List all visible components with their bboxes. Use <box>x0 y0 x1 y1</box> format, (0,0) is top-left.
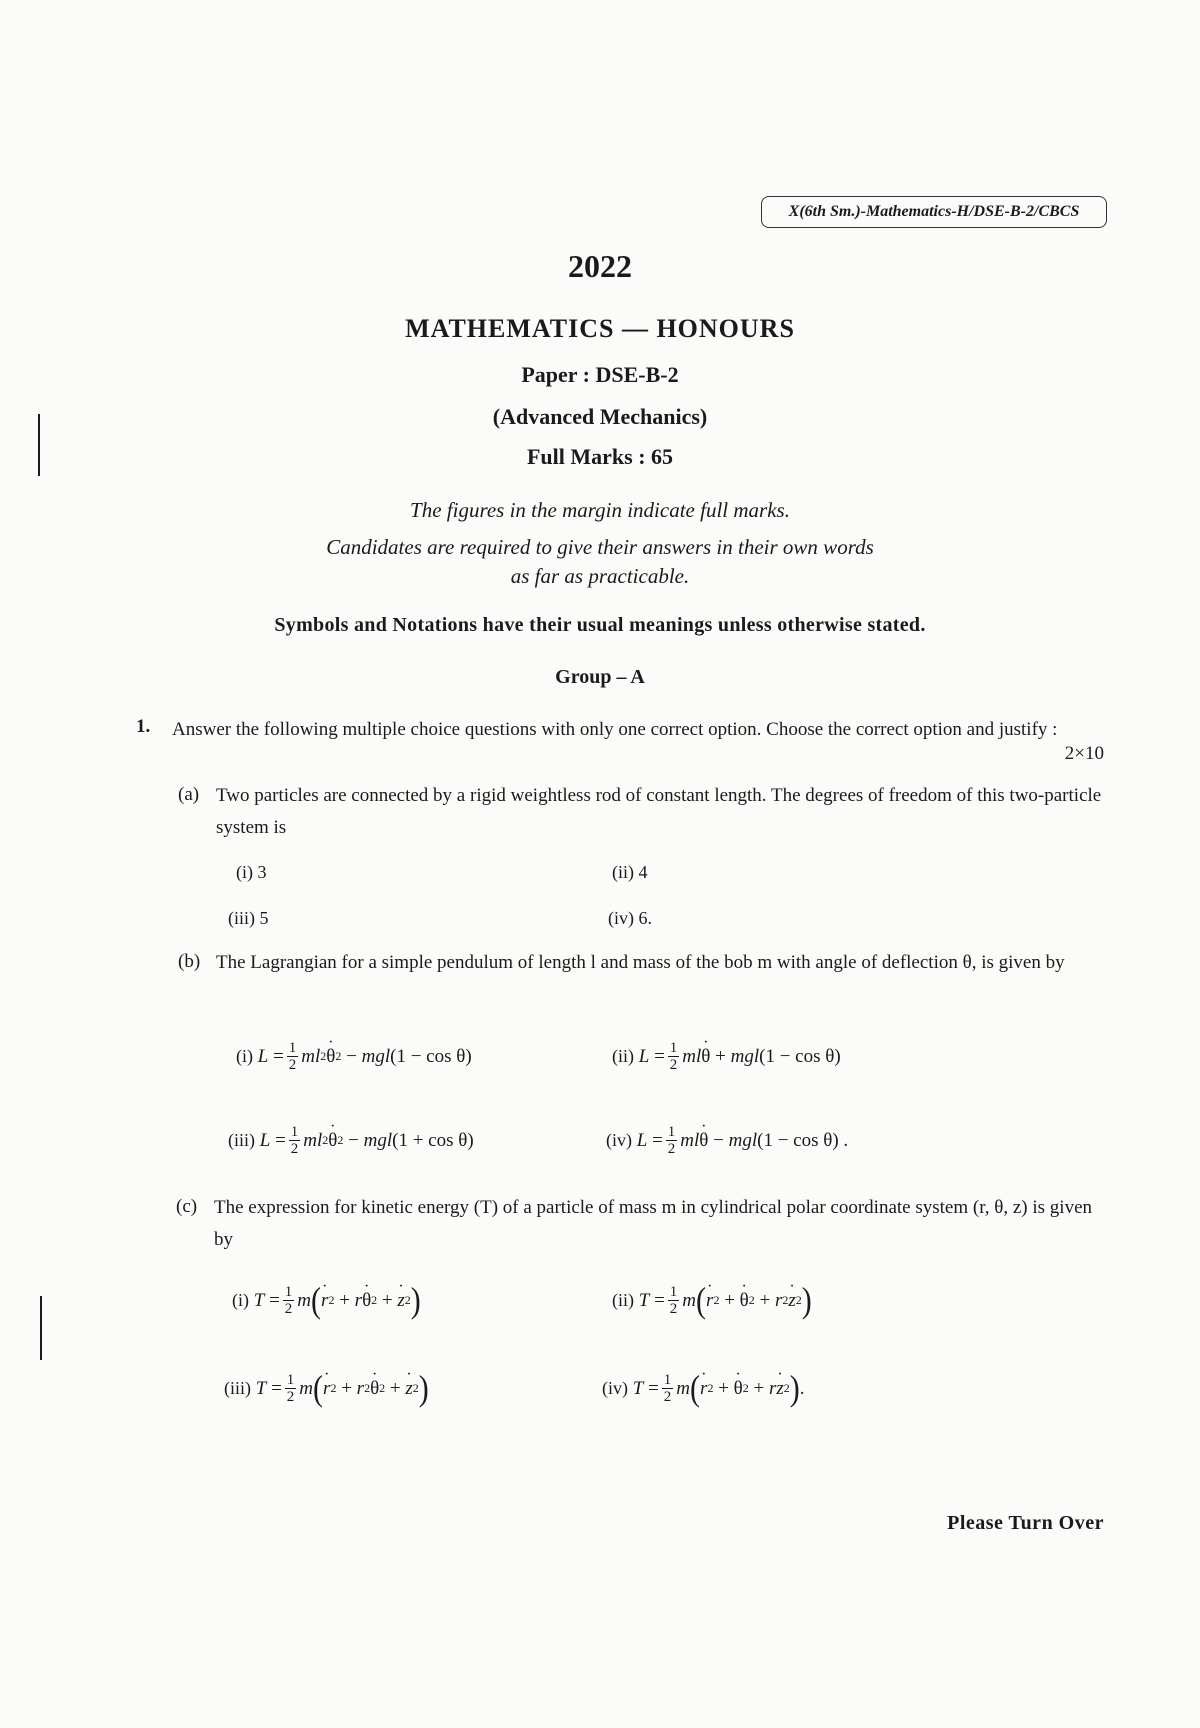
question-marks: 2×10 <box>1064 743 1104 764</box>
part-a-text: Two particles are connected by a rigid weightless rod of constant length. The degrees of freedom of this two-particle system is <box>216 785 1102 838</box>
part-c-option-i: (i) T = $\frac{1}{2}$ m ( · r 2 + r · θ 2 + · z 2 ) <box>232 1284 421 1317</box>
paper-code: Paper : DSE-B-2 <box>521 362 679 387</box>
part-b-option-i: (i) L = $\frac{1}{2}$ ml 2 · θ 2 − mgl (1 − cos θ) <box>236 1040 472 1073</box>
part-a-option-ii: (ii) 4 <box>612 862 648 882</box>
part-b-option-iv: (iv) L = $\frac{1}{2}$ ml · θ − mgl (1 − cos θ) . <box>606 1124 848 1157</box>
symbols-note: Symbols and Notations have their usual meanings unless otherwise stated. <box>274 614 926 636</box>
part-c-option-iii: (iii) T = $\frac{1}{2}$ m ( · r 2 + r 2 · θ 2 + · z 2 ) <box>224 1372 429 1405</box>
paper-topic: (Advanced Mechanics) <box>492 404 708 429</box>
instruction-marks: The figures in the margin indicate full marks. <box>410 498 790 522</box>
part-c-label: (c) <box>176 1196 198 1217</box>
question-text: Answer the following multiple choice questions with only one correct option. Choose the correct option and justify : <box>172 719 1058 740</box>
part-b-option-ii: (ii) L = $\frac{1}{2}$ ml · θ + mgl (1 − cos θ) <box>612 1040 841 1073</box>
subject-title: MATHEMATICS — HONOURS <box>405 314 795 343</box>
part-c-option-iv: (iv) T = $\frac{1}{2}$ m ( · r 2 + · θ 2 + r · z 2 ) . <box>602 1372 805 1405</box>
part-c-text: The expression for kinetic energy (T) of a particle of mass m in cylindrical polar coordinate system (r, θ, z) is given by <box>214 1197 1093 1250</box>
exam-year: 2022 <box>568 248 632 284</box>
part-a-option-iv: (iv) 6. <box>608 908 652 928</box>
instruction-own-words: Candidates are required to give their answers in their own words <box>326 535 874 559</box>
part-a-label: (a) <box>178 784 200 805</box>
part-b-label: (b) <box>178 951 201 972</box>
part-c-option-ii: (ii) T = $\frac{1}{2}$ m ( · r 2 + · θ 2 + r 2 · z 2 ) <box>612 1284 812 1317</box>
part-b-option-iii: (iii) L = $\frac{1}{2}$ ml 2 · θ 2 − mgl (1 + cos θ) <box>228 1124 474 1157</box>
scan-margin-mark-bottom <box>40 1296 42 1360</box>
part-b-text: The Lagrangian for a simple pendulum of length l and mass of the bob m with angle of deflection θ, is given by <box>216 952 1065 973</box>
group-heading: Group – A <box>555 666 645 688</box>
part-a-option-i: (i) 3 <box>236 862 267 882</box>
please-turn-over: Please Turn Over <box>947 1512 1104 1534</box>
question-number: 1. <box>136 716 151 737</box>
paper-code-box: X(6th Sm.)-Mathematics-H/DSE-B-2/CBCS <box>761 196 1107 228</box>
full-marks: Full Marks : 65 <box>526 444 674 469</box>
part-a-option-iii: (iii) 5 <box>228 908 269 928</box>
instruction-practicable: as far as practicable. <box>510 564 690 588</box>
